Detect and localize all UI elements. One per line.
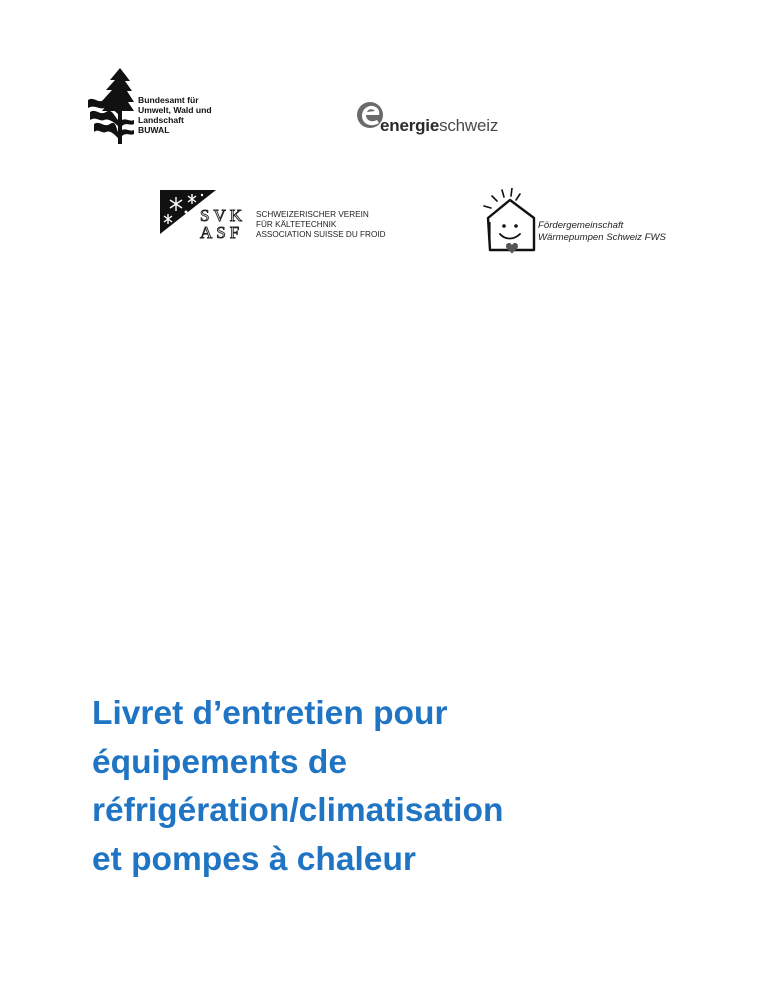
title-line-3: réfrigération/climatisation bbox=[92, 792, 504, 829]
schweiz-word: schweiz bbox=[439, 116, 499, 135]
svk-asf-letters bbox=[200, 207, 246, 241]
fws-line-2: Wärmepumpen Schweiz FWS bbox=[538, 232, 666, 243]
title-line-4: et pompes à chaleur bbox=[92, 840, 416, 878]
title-line-1: Livret d’entretien pour bbox=[92, 695, 448, 732]
fws-line-1: Fördergemeinschaft bbox=[538, 220, 624, 231]
buwal-text bbox=[138, 95, 212, 135]
svk-line-2: FÜR KÄLTETECHNIK bbox=[256, 220, 337, 229]
energieschweiz-logo bbox=[356, 99, 526, 139]
energieschweiz-wordmark bbox=[380, 116, 498, 136]
fws-logo bbox=[480, 188, 680, 258]
buwal-line-1: Bundesamt für bbox=[138, 95, 199, 105]
svk-asf-logo bbox=[160, 184, 410, 246]
asf-letters: ASF bbox=[200, 223, 244, 242]
svk-description bbox=[256, 210, 386, 240]
smiling-sun-house-icon bbox=[480, 188, 540, 258]
buwal-line-3: Landschaft bbox=[138, 115, 184, 125]
svk-letters: SVK bbox=[200, 206, 247, 225]
buwal-logo bbox=[88, 68, 238, 144]
energie-word: energie bbox=[380, 116, 440, 135]
pine-tree-river-icon bbox=[88, 68, 140, 144]
svk-line-1: SCHWEIZERISCHER VEREIN bbox=[256, 210, 369, 219]
buwal-line-2: Umwelt, Wald und bbox=[138, 105, 212, 115]
title-line-2: équipements de bbox=[92, 743, 348, 781]
document-title bbox=[92, 690, 732, 884]
fws-description bbox=[538, 220, 666, 244]
buwal-line-4: BUWAL bbox=[138, 125, 170, 135]
svk-line-3: ASSOCIATION SUISSE DU FROID bbox=[256, 230, 386, 239]
